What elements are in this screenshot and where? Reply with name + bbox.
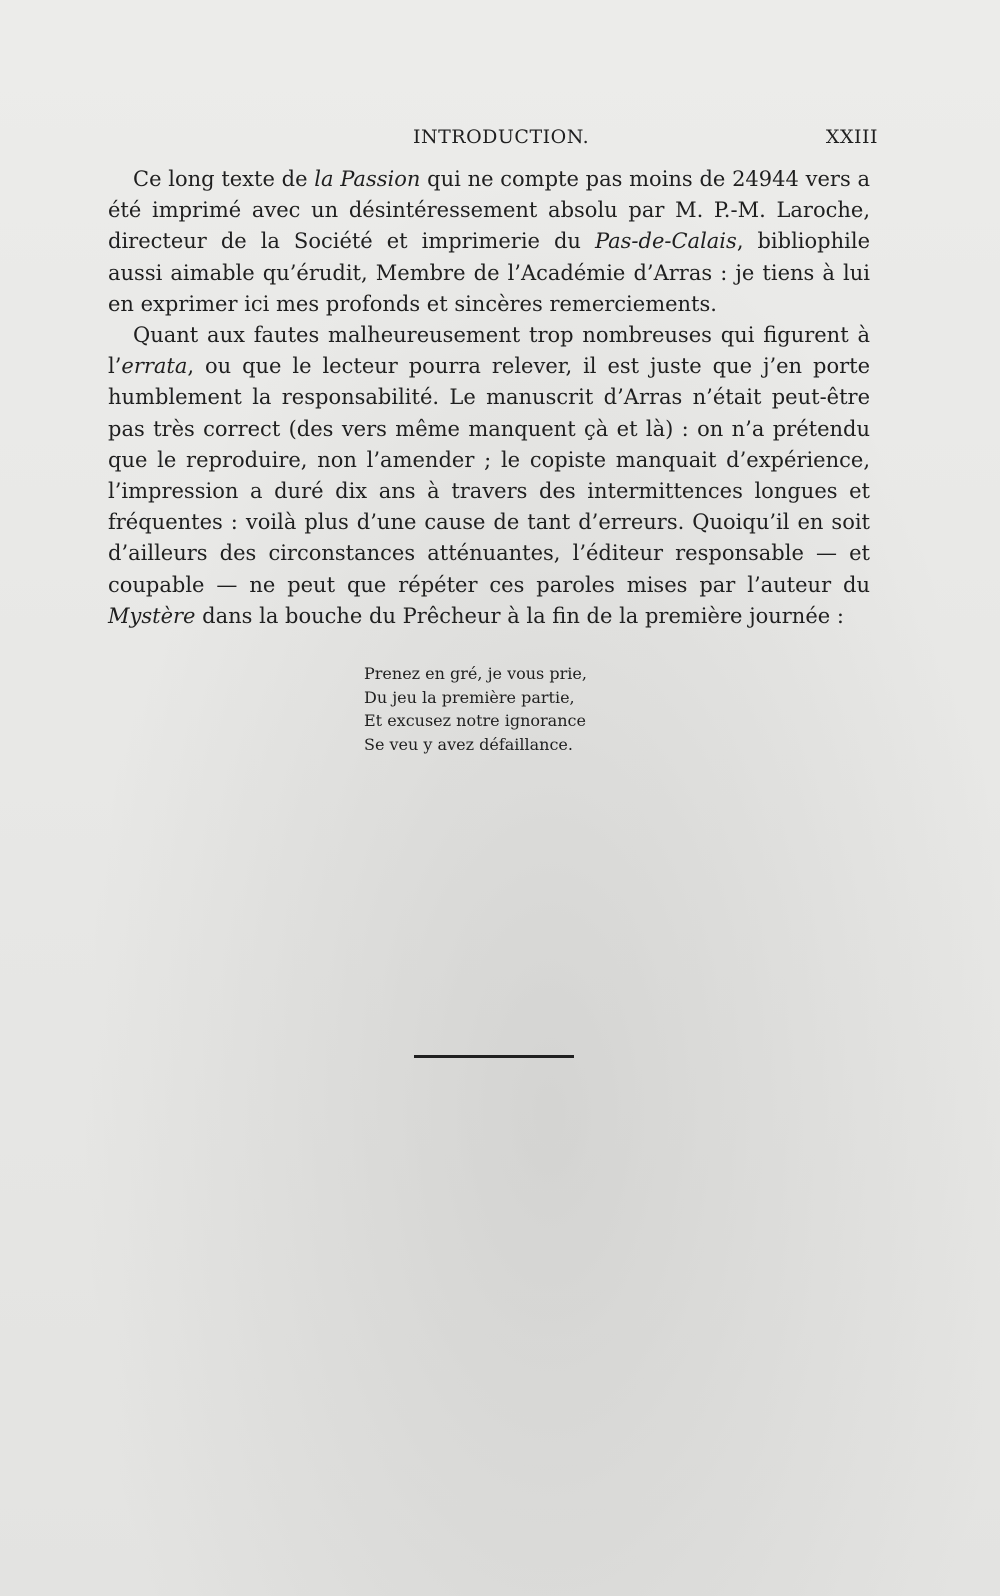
italic-place-name: Pas-de-Calais [594,229,737,254]
text-run: qui ne compte pas moins de 24944 vers a été imprimé avec un désintéressement absolu par M. P.-M. Laroche, directeur de la Société et imprimerie du [108,167,870,254]
page-number: XXIII [825,126,878,148]
text-run: , bibliophile aussi aimable qu’érudit, Membre de l’Académie d’Arras : je tiens à lui en exprimer ici mes profonds et sincères remerciements. [108,229,870,316]
text-run: dans la bouche du Prêcheur à la fin de la première journée : [195,603,844,628]
paragraph-acknowledgement [108,164,870,320]
body-text [108,164,870,632]
running-head [108,126,878,156]
verse-line: Du jeu la première partie, [364,687,575,707]
verse-line: Et excusez notre ignorance [364,711,586,730]
text-run: , ou que le lecteur pourra relever, il est juste que j’en porte humblement la responsabilité. Le manuscrit d’Arras n’était peut-être pas très correct (des vers même manquent çà et là) : on n’a prétendu que le reproduire, non l’amender ; le copiste manquait d’expérience, l’impression a duré dix ans à travers des intermittences longues et fréquentes : voilà plus d’une cause de tant d’erreurs. Quoiqu’il en soit d’ailleurs des circonstances atténuantes, l’éditeur responsable — et coupable — ne peut que répéter ces paroles mises par l’auteur du [108,354,870,597]
running-title: INTRODUCTION. [413,126,590,148]
text-run: Ce long texte de [133,167,315,191]
text-run: Quant aux fautes malheureusement trop nombreuses qui figurent à l’ [108,323,870,379]
verse-line: Prenez en gré, je vous prie, [364,664,587,683]
verse-line: Se veu y avez défaillance. [364,734,573,754]
paragraph-errata [108,320,870,632]
end-rule [414,1055,574,1058]
italic-errata: errata [121,354,188,379]
italic-title-passion: la Passion [314,167,421,191]
italic-title-mystere: Mystère [108,603,196,628]
verse-quotation [364,662,587,756]
